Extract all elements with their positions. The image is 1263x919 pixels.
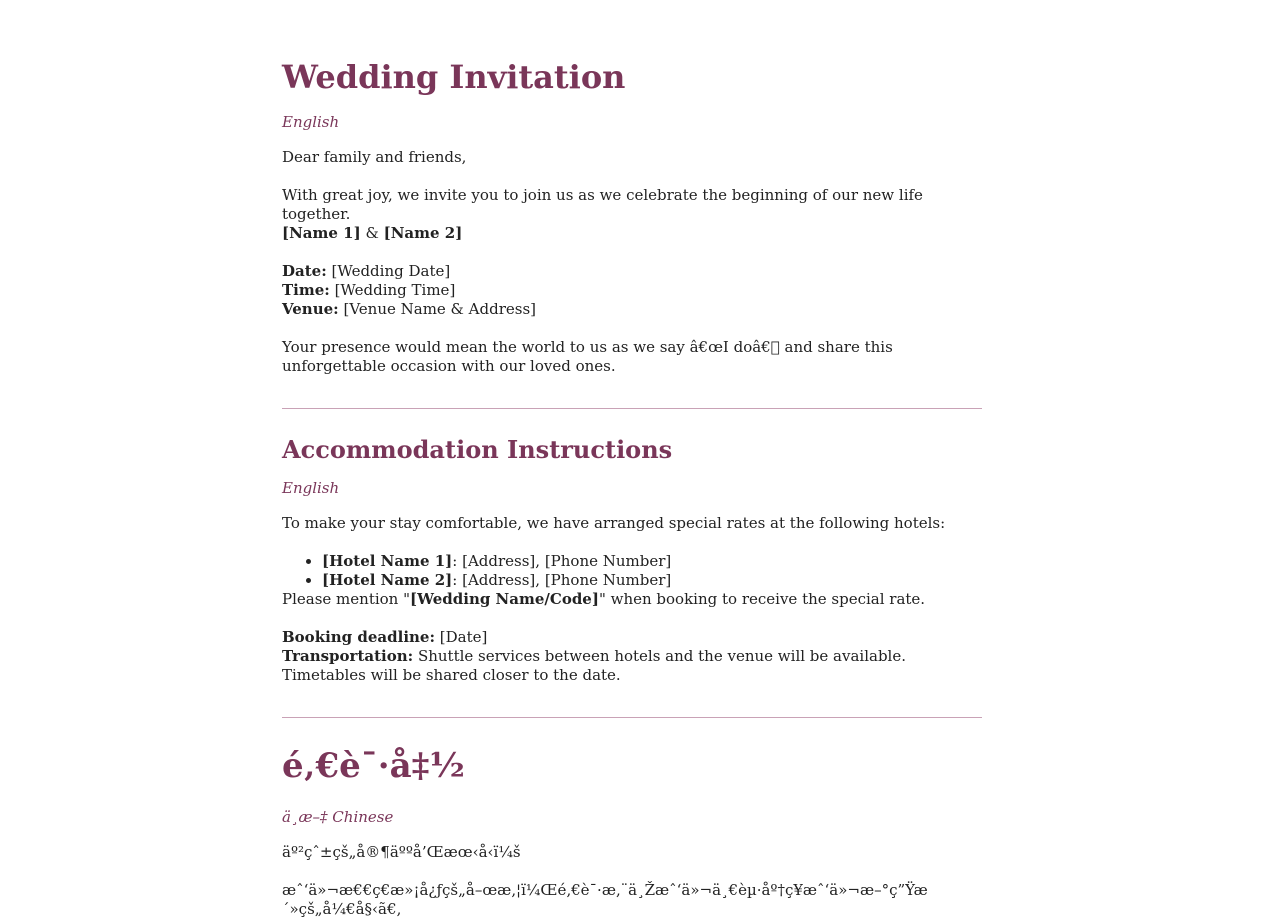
section-divider xyxy=(282,408,982,409)
invitation-language-label: English xyxy=(282,113,340,131)
venue-value: [Venue Name & Address] xyxy=(338,300,537,318)
date-label: Date: xyxy=(282,262,327,280)
name-2: [Name 2] xyxy=(383,224,463,242)
event-details xyxy=(282,262,982,319)
time-value: [Wedding Time] xyxy=(329,281,456,299)
accommodation-title: Accommodation Instructions xyxy=(282,435,673,464)
deadline-row xyxy=(282,628,982,647)
hotel-name: [Hotel Name 2] xyxy=(322,571,453,589)
accommodation-intro: To make your stay comfortable, we have arranged special rates at the following hotels: xyxy=(282,514,946,532)
accommodation-language-label: English xyxy=(282,479,340,497)
venue-label: Venue: xyxy=(282,300,339,318)
hotel-name: [Hotel Name 1] xyxy=(322,552,453,570)
hotel-list xyxy=(282,552,982,590)
mention-prefix: Please mention " xyxy=(282,590,410,608)
venue-row xyxy=(282,300,982,319)
ampersand: & xyxy=(360,224,384,242)
invitation-intro-block xyxy=(282,186,982,243)
time-row xyxy=(282,281,982,300)
invitation-greeting: Dear family and friends, xyxy=(282,148,467,166)
wedding-code: [Wedding Name/Code] xyxy=(410,590,599,608)
document-page xyxy=(282,0,982,919)
chinese-title: é‚€è¯·å‡½ xyxy=(282,746,465,786)
date-row xyxy=(282,262,982,281)
chinese-intro: æˆ‘ä»¬æ€€ç€æ»¡å¿ƒçš„å–œæ‚¦ï¼Œé‚€è¯·æ‚¨ä¸Žæˆ‘ä»¬ä¸€èµ·åº†ç¥æˆ‘ä»¬æ–°ç”Ÿæ´»çš„å¼€å§‹ã€‚ xyxy=(282,881,928,918)
section-divider xyxy=(282,717,982,718)
deadline-value: [Date] xyxy=(435,628,488,646)
transport-value: Shuttle services between hotels and the venue will be available. Timetables will be shared closer to the date. xyxy=(282,647,906,684)
invitation-closing: Your presence would mean the world to us as we say â€œI doâ€  and share this unforgettable occasion with our loved ones. xyxy=(282,338,893,375)
transport-label: Transportation: xyxy=(282,647,414,665)
hotel-details: : [Address], [Phone Number] xyxy=(452,571,672,589)
name-1: [Name 1] xyxy=(282,224,361,242)
date-value: [Wedding Date] xyxy=(326,262,451,280)
list-item xyxy=(322,571,982,590)
time-label: Time: xyxy=(282,281,330,299)
hotel-details: : [Address], [Phone Number] xyxy=(452,552,672,570)
deadline-label: Booking deadline: xyxy=(282,628,436,646)
chinese-greeting: äº²çˆ±çš„å®¶äººå’Œæœ‹å‹ï¼š xyxy=(282,843,521,861)
booking-mention xyxy=(282,590,982,609)
list-item xyxy=(322,552,982,571)
transport-row xyxy=(282,647,982,685)
booking-details xyxy=(282,628,982,685)
couple-names xyxy=(282,224,982,243)
invitation-intro: With great joy, we invite you to join us as we celebrate the beginning of our new life together. xyxy=(282,186,923,223)
chinese-language-label: ä¸æ–‡ Chinese xyxy=(282,808,394,826)
mention-suffix: " when booking to receive the special rate. xyxy=(598,590,926,608)
invitation-title: Wedding Invitation xyxy=(282,58,626,96)
